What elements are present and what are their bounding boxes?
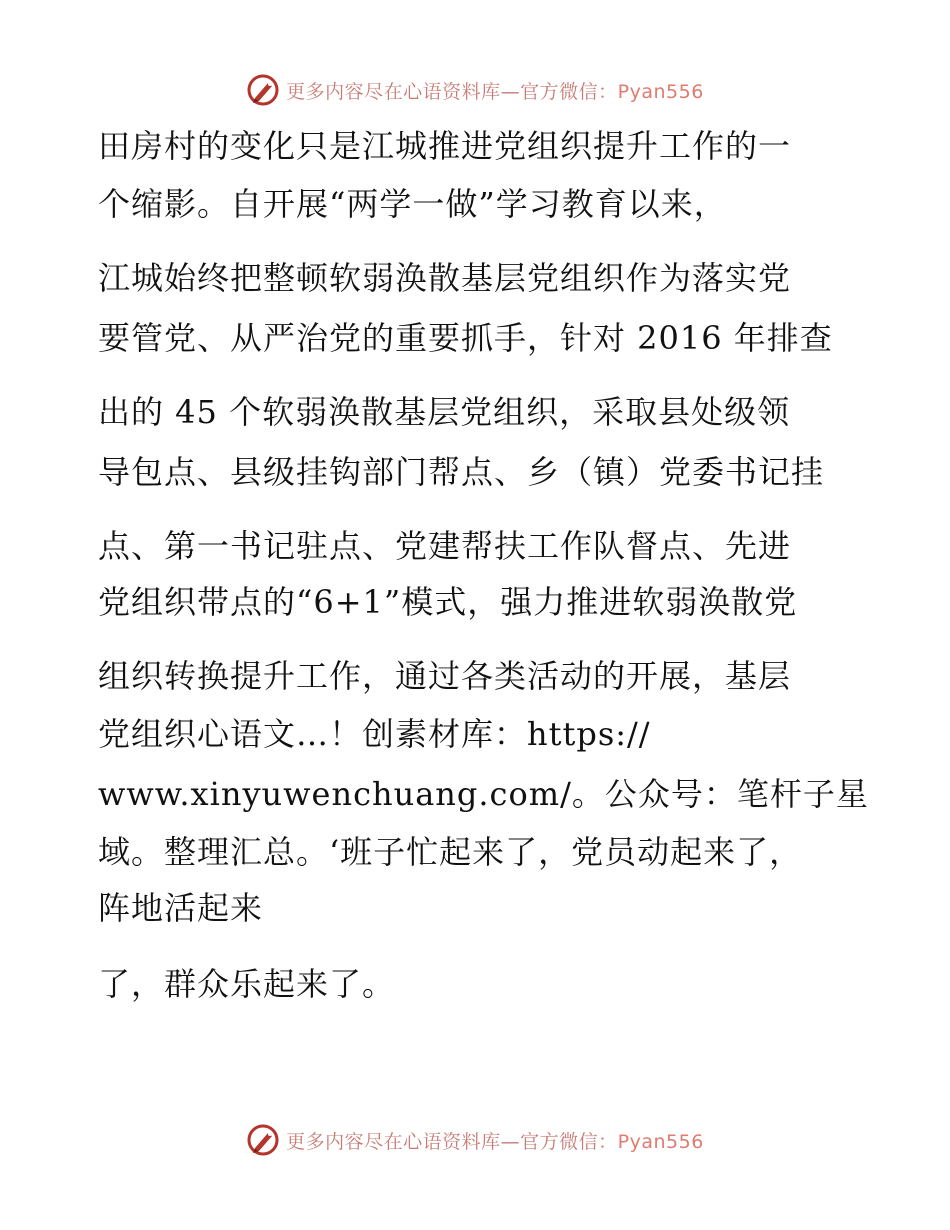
header-wechat-id: Pyan556	[617, 80, 704, 103]
body-line-4: 要管党、从严治党的重要抓手，针对 2016 年排查	[98, 319, 833, 357]
body-line-7: 点、第一书记驻点、党建帮扶工作队督点、先进	[98, 527, 792, 565]
body-line-11: www.xinyuwenchuang.com/。公众号：笔杆子星	[98, 775, 869, 813]
pen-logo-icon	[246, 1123, 280, 1157]
body-line-8: 党组织带点的“6+1”模式，强力推进软弱涣散党	[98, 583, 798, 621]
footer-watermark	[0, 1120, 950, 1160]
header-brand-text: 更多内容尽在心语资料库—官方微信：Pyan556	[286, 80, 704, 103]
body-line-12: 域。整理汇总。‘班子忙起来了，党员动起来了，	[98, 833, 803, 871]
body-line-3: 江城始终把整顿软弱涣散基层党组织作为落实党	[98, 259, 792, 297]
body-line-9: 组织转换提升工作，通过各类活动的开展，基层	[98, 657, 792, 695]
body-line-14: 了，群众乐起来了。	[98, 965, 396, 1003]
body-line-6: 导包点、县级挂钩部门帮点、乡（镇）党委书记挂	[98, 453, 825, 491]
body-line-5: 出的 45 个软弱涣散基层党组织，采取县处级领	[98, 393, 791, 431]
footer-brand-text: 更多内容尽在心语资料库—官方微信：Pyan556	[286, 1130, 704, 1153]
footer-wechat-id: Pyan556	[617, 1130, 704, 1153]
body-line-2: 个缩影。自开展“两学一做”学习教育以来，	[98, 185, 727, 223]
body-line-10: 党组织心语文…！创素材库：https://	[98, 715, 651, 753]
body-line-1: 田房村的变化只是江城推进党组织提升工作的一	[98, 127, 792, 165]
body-line-13: 阵地活起来	[98, 889, 264, 927]
